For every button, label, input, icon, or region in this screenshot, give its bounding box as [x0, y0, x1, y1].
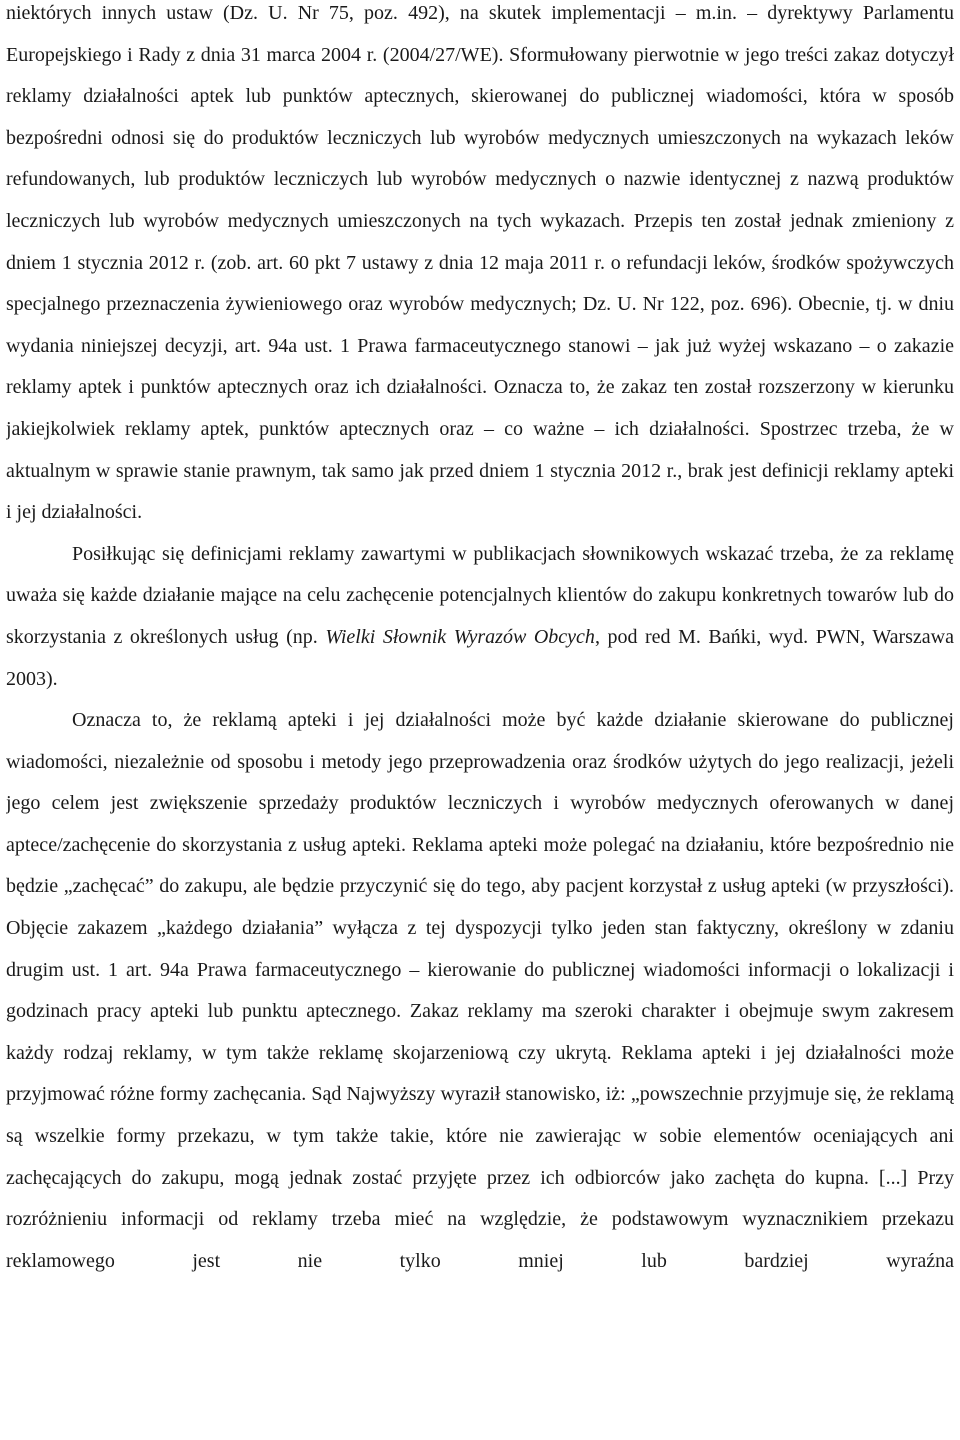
paragraph-text-end: , pod red M. Bańki, wyd. PWN, Warszawa 2003). [6, 625, 954, 690]
paragraph-text: Posiłkując się definicjami reklamy zawartymi w publikacjach słownikowych wskazać trzeba, że za reklamę uważa się każde działanie mające na celu zachęcenie potencjalnych klientów do zakupu konkretnych towarów lub do skorzystania z określonych usług (np. [6, 542, 954, 648]
paragraph-dictionary-definition [6, 534, 954, 700]
document-page [6, 0, 954, 1440]
paragraph-continued: niektórych innych ustaw (Dz. U. Nr 75, poz. 492), na skutek implementacji – m.in. – dyrektywy Parlamentu Europejskiego i Rady z dnia 31 marca 2004 r. (2004/27/WE). Sformułowany pierwotnie w jego treści zakaz dotyczył reklamy działalności aptek lub punktów aptecznych, skierowanej do publicznej wiadomości, która w sposób bezpośredni odnosi się do produktów leczniczych lub wyrobów medycznych umieszczonych na wykazach leków refundowanych, lub produktów leczniczych lub wyrobów medycznych o nazwie identycznej z nazwą produktów leczniczych lub wyrobów medycznych umieszczonych na tych wykazach. Przepis ten został jednak zmieniony z dniem 1 stycznia 2012 r. (zob. art. 60 pkt 7 ustawy z dnia 12 maja 2011 r. o refundacji leków, środków spożywczych specjalnego przeznaczenia żywieniowego oraz wyrobów medycznych; Dz. U. Nr 122, poz. 696). Obecnie, tj. w dniu wydania niniejszej decyzji, art. 94a ust. 1 Prawa farmaceutycznego stanowi – jak już wyżej wskazano – o zakazie reklamy aptek i punktów aptecznych oraz ich działalności. Oznacza to, że zakaz ten został rozszerzony w kierunku jakiejkolwiek reklamy aptek, punktów aptecznych oraz – co ważne – ich działalności. Spostrzec trzeba, że w aktualnym w sprawie stanie prawnym, tak samo jak przed dniem 1 stycznia 2012 r., brak jest definicji reklamy apteki i jej działalności. [6, 2, 954, 524]
paragraph-pharmacy-advertising: Oznacza to, że reklamą apteki i jej działalności może być każde działanie skierowane do publicznej wiadomości, niezależnie od sposobu i metody jego przeprowadzenia oraz środków użytych do jego realizacji, jeżeli jego celem jest zwiększenie sprzedaży produktów leczniczych i wyrobów medycznych oferowanych w danej aptece/zachęcenie do skorzystania z usług apteki. Reklama apteki może polegać na działaniu, które bezpośrednio nie będzie „zachęcać” do zakupu, ale będzie przyczynić się do tego, aby pacjent korzystał z usług apteki (w przyszłości). Objęcie zakazem „każdego działania” wyłącza z tej dyspozycji tylko jeden stan faktyczny, określony w zdaniu drugim ust. 1 art. 94a Prawa farmaceutycznego – kierowanie do publicznej wiadomości informacji o lokalizacji i godzinach pracy apteki lub punktu aptecznego. Zakaz reklamy ma szeroki charakter i obejmuje swym zakresem każdy rodzaj reklamy, w tym także reklamę skojarzeniową czy ukrytą. Reklama apteki i jej działalności może przyjmować różne formy zachęcania. Sąd Najwyższy wyraził stanowisko, iż: „powszechnie przyjmuje się, że reklamą są wszelkie formy przekazu, w tym także takie, które nie zawierając w sobie elementów oceniających ani zachęcających do zakupu, mogą jednak zostać przyjęte przez ich odbiorców jako zachęta do kupna. [...] Przy rozróżnieniu informacji od reklamy trzeba mieć na względzie, że podstawowym wyznacznikiem przekazu reklamowego jest nie tylko mniej lub bardziej wyraźna [6, 709, 954, 1272]
dictionary-title: Wielki Słownik Wyrazów Obcych [325, 625, 595, 648]
